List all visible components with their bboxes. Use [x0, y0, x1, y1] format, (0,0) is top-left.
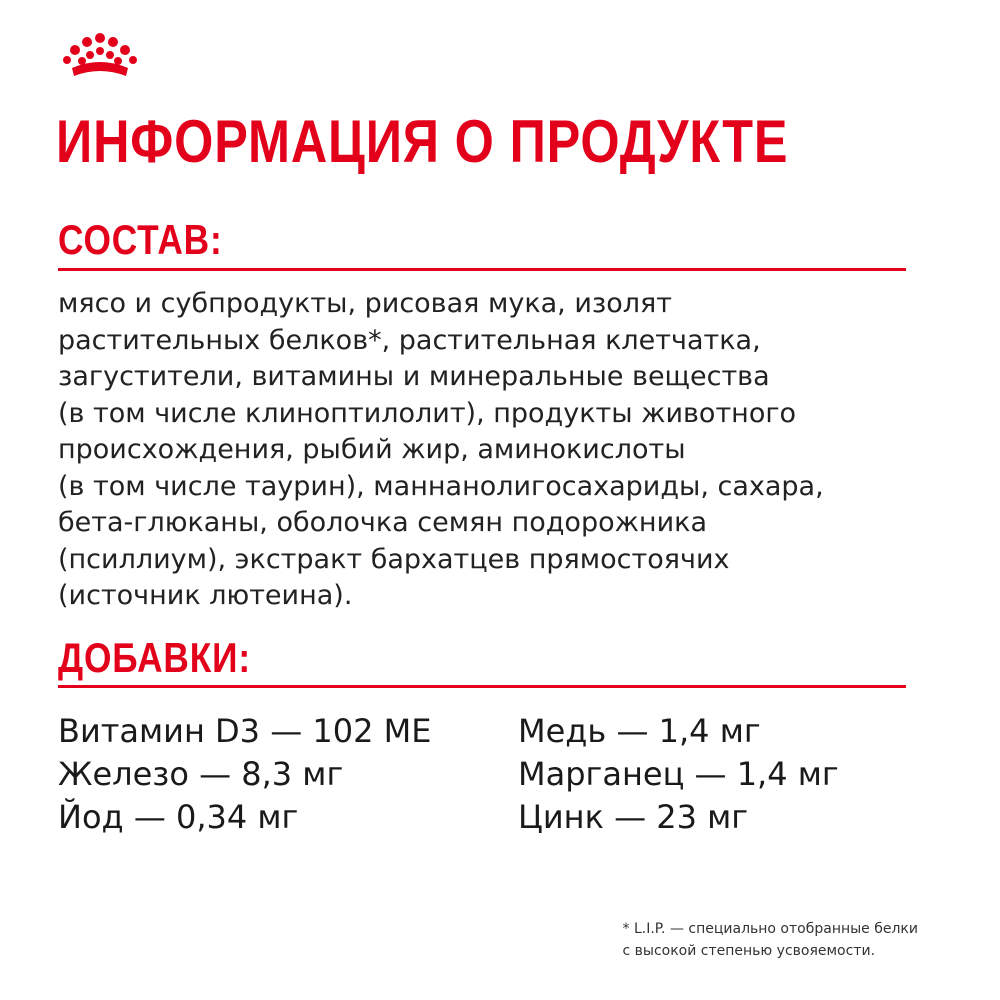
composition-line: (в том числе клиноптилолит), продукты животного — [58, 397, 797, 429]
additive-item: Цинк — 23 мг — [518, 798, 749, 836]
composition-line: загустители, витамины и минеральные вещества — [58, 361, 770, 392]
additives-divider — [58, 685, 906, 688]
composition-line: мясо и субпродукты, рисовая мука, изолят — [58, 288, 672, 319]
composition-line: бета-глюканы, оболочка семян подорожника — [58, 507, 707, 538]
page-title: ИНФОРМАЦИЯ О ПРОДУКТЕ — [56, 108, 789, 175]
composition-divider — [58, 268, 906, 271]
additives-list-right — [518, 710, 839, 839]
additive-item: Йод — 0,34 мг — [58, 798, 299, 836]
additive-item: Железо — 8,3 мг — [58, 755, 344, 793]
composition-line: (источник лютеина). — [58, 580, 353, 611]
additives-list-left — [58, 710, 431, 839]
composition-text — [58, 286, 918, 615]
composition-line: происхождения, рыбий жир, аминокислоты — [58, 434, 686, 465]
crown-icon — [60, 32, 140, 84]
footnote-line: с высокой степенью усвояемости. — [622, 943, 876, 959]
footnote — [623, 918, 919, 962]
composition-line: растительных белков*, растительная клетчатка, — [58, 324, 761, 356]
composition-line: (псиллиум), экстракт бархатцев прямостоячих — [58, 543, 730, 575]
composition-line: (в том числе таурин), маннанолигосахариды, сахара, — [58, 470, 824, 502]
composition-heading: СОСТАВ: — [58, 216, 223, 263]
additives-heading: ДОБАВКИ: — [58, 634, 251, 681]
additive-item: Витамин D3 — 102 МЕ — [58, 712, 432, 750]
additive-item: Марганец — 1,4 мг — [518, 755, 839, 793]
additive-item: Медь — 1,4 мг — [518, 712, 761, 750]
footnote-line: * L.I.P. — специально отобранные белки — [622, 921, 918, 937]
